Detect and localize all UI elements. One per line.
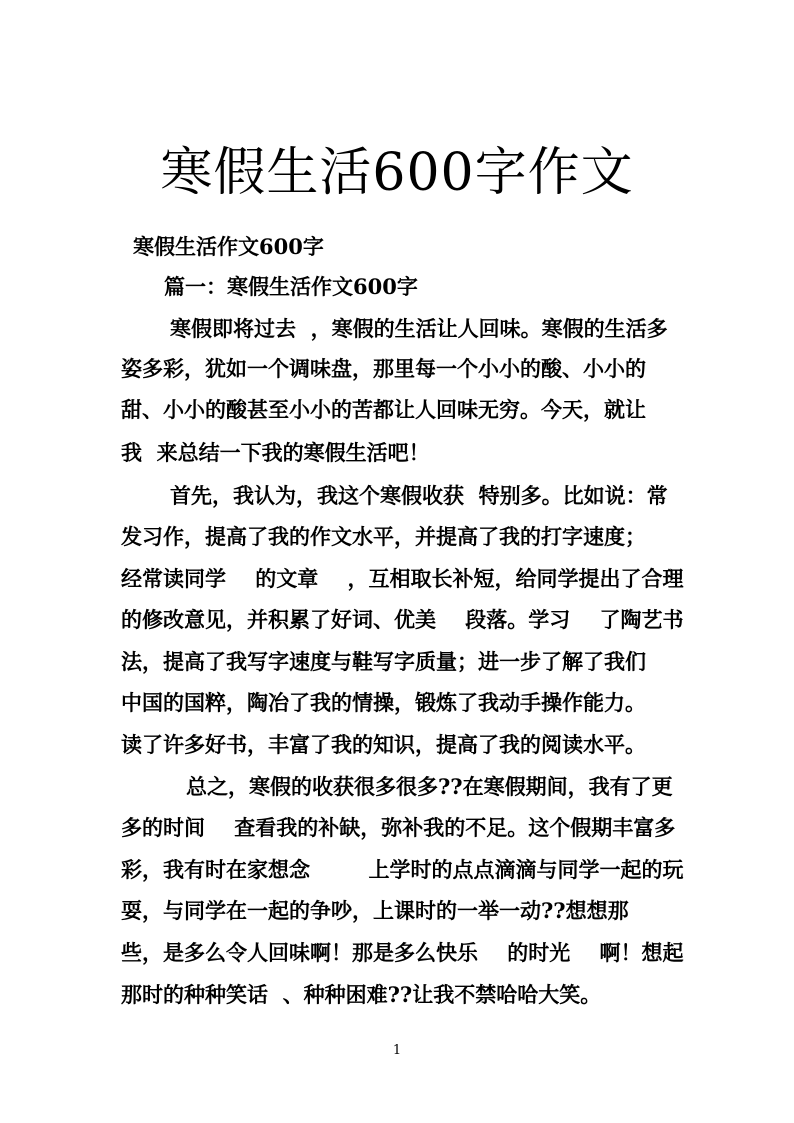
body-line-14: 彩，我有时在家想念 上学时的点点滴滴与同学一起的玩: [121, 857, 684, 882]
page-number: 1: [392, 1043, 402, 1058]
body-line-7: 经常读同学 的文章 ，互相取长补短，给同学提出了合理: [121, 566, 684, 591]
body-line-10: 中国的国粹，陶冶了我的情操，锻炼了我动手操作能力。: [121, 690, 646, 715]
document-title: 寒假生活600字作文: [160, 143, 634, 203]
section-heading: 篇一：寒假生活作文600字: [164, 274, 418, 299]
body-line-6: 发习作，提高了我的作文水平，并提高了我的打字速度；: [121, 524, 646, 549]
body-line-5: 首先，我认为，我这个寒假收获 特别多。比如说：常: [170, 483, 668, 508]
body-line-9: 法，提高了我写字速度与鞋写字质量；进一步了解了我们: [121, 649, 646, 674]
body-line-2: 姿多彩，犹如一个调味盘，那里每一个小小的酸、小小的: [121, 356, 646, 381]
body-line-15: 耍，与同学在一起的争吵，上课时的一举一动??想想那: [121, 898, 629, 923]
document-subtitle: 寒假生活作文600字: [133, 234, 324, 259]
body-line-11: 读了许多好书，丰富了我的知识，提高了我的阅读水平。: [121, 732, 646, 757]
body-line-4: 我 来总结一下我的寒假生活吧！: [121, 440, 430, 465]
body-line-1: 寒假即将过去 ，寒假的生活让人回味。寒假的生活多: [170, 316, 668, 341]
body-line-12: 总之，寒假的收获很多很多??在寒假期间，我有了更: [186, 774, 673, 799]
body-line-17: 那时的种种笑话 、种种困难??让我不禁哈哈大笑。: [121, 982, 602, 1007]
body-line-16: 些，是多么令人回味啊！那是多么快乐 的时光 啊！想起: [121, 940, 684, 965]
body-line-3: 甜、小小的酸甚至小小的苦都让人回味无穷。今天，就让: [121, 397, 646, 422]
body-line-13: 多的时间 查看我的补缺，弥补我的不足。这个假期丰富多: [121, 815, 676, 840]
body-line-8: 的修改意见，并积累了好词、优美 段落。学习 了陶艺书: [121, 607, 684, 632]
